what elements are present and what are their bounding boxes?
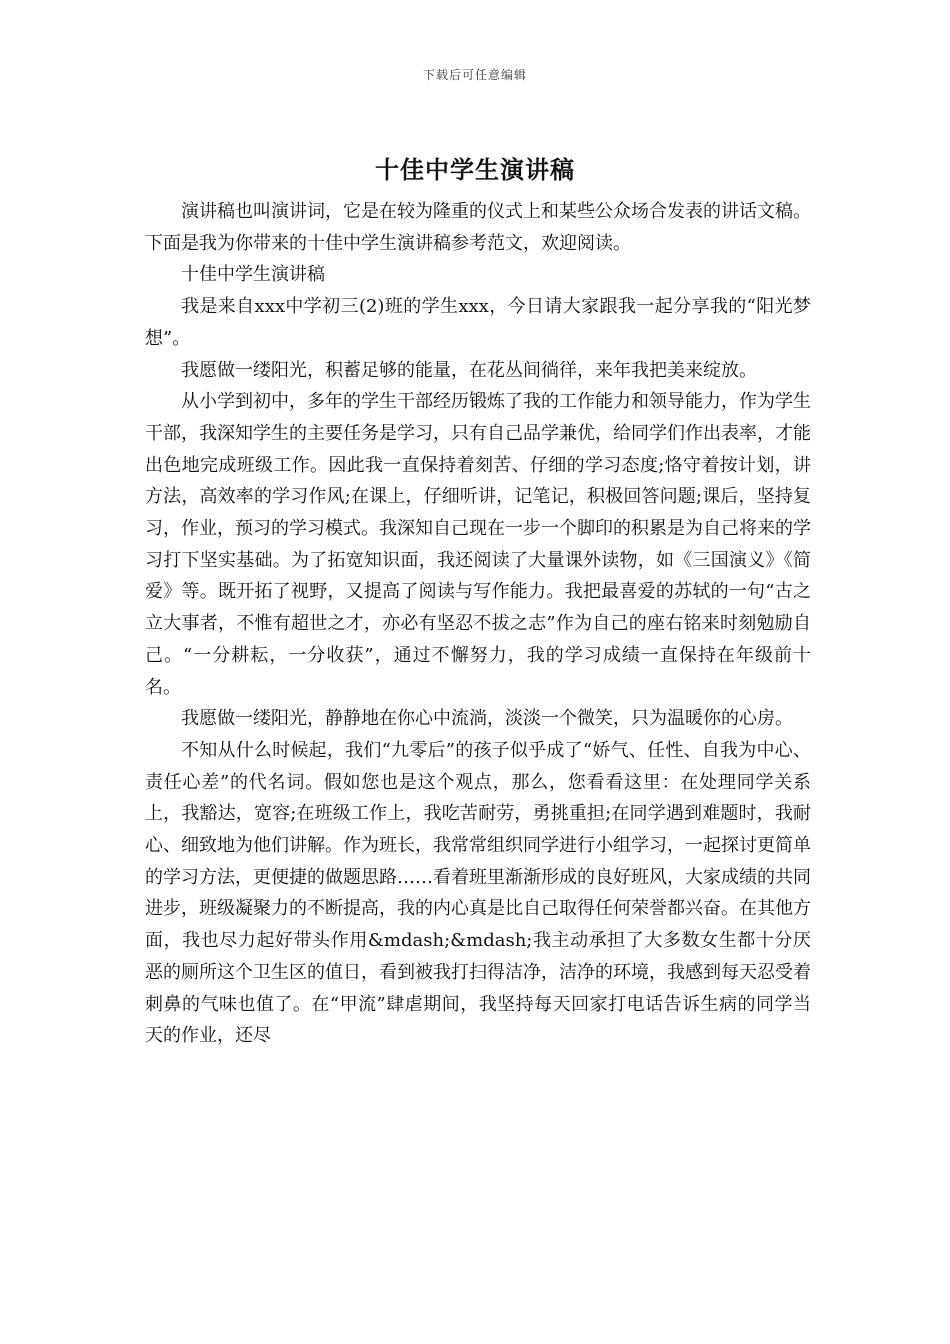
header-note: 下载后可任意编辑 [422,68,527,82]
paragraph: 十佳中学生演讲稿 [181,264,325,286]
paragraph: 演讲稿也叫演讲词，它是在较为隆重的仪式上和某些公众场合发表的讲话文稿。下面是我为你带来的十佳中学生演讲稿参考范文，欢迎阅读。 [145,201,811,254]
paragraph: 我愿做一缕阳光，静静地在你心中流淌，淡淡一个微笑，只为温暖你的心房。 [181,708,793,730]
paragraph: 从小学到初中，多年的学生干部经历锻炼了我的工作能力和领导能力，作为学生干部，我深知学生的主要任务是学习，只有自己品学兼优，给同学们作出表率，才能出色地完成班级工作。因此我一直保持着刻苦、仔细的学习态度;恪守着按计划，讲方法，高效率的学习作风;在课上，仔细听讲，记笔记，积极回答问题;课后，坚持复习，作业，预习的学习模式。我深知自己现在一步一个脚印的积累是为自己将来的学习打下坚实基础。为了拓宽知识面，我还阅读了大量课外读物，如《三国演义》《简爱》等。既开拓了视野，又提高了阅读与写作能力。我把最喜爱的苏轼的一句“古之立大事者，不惟有超世之才，亦必有坚忍不拔之志”作为自己的座右铭来时刻勉励自己。“一分耕耘，一分收获”，通过不懈努力，我的学习成绩一直保持在年级前十名。 [145,391,811,698]
paragraph: 我是来自xxx中学初三(2)班的学生xxx，今日请大家跟我一起分享我的“阳光梦想”。 [145,296,811,349]
document-body [145,196,811,1052]
paragraph: 不知从什么时候起，我们“九零后”的孩子似乎成了“娇气、任性、自我为中心、责任心差”的代名词。假如您也是这个观点，那么，您看看这里：在处理同学关系上，我豁达，宽容;在班级工作上，我吃苦耐劳，勇挑重担;在同学遇到难题时，我耐心、细致地为他们讲解。作为班长，我常常组织同学进行小组学习，一起探讨更简单的学习方法，更便捷的做题思路……看着班里渐渐形成的良好班风，大家成绩的共同进步，班级凝聚力的不断提高，我的内心真是比自己取得任何荣誉都兴奋。在其他方面，我也尽力起好带头作用&mdash;&mdash;我主动承担了大多数女生都十分厌恶的厕所这个卫生区的值日，看到被我打扫得洁净，洁净的环境，我感到每天忍受着刺鼻的气味也值了。在“甲流”肆虐期间，我坚持每天回家打电话告诉生病的同学当天的作业，还尽 [145,739,811,1047]
document-title: 十佳中学生演讲稿 [375,155,575,184]
paragraph: 我愿做一缕阳光，积蓄足够的能量，在花丛间徜徉，来年我把美来绽放。 [181,359,757,381]
